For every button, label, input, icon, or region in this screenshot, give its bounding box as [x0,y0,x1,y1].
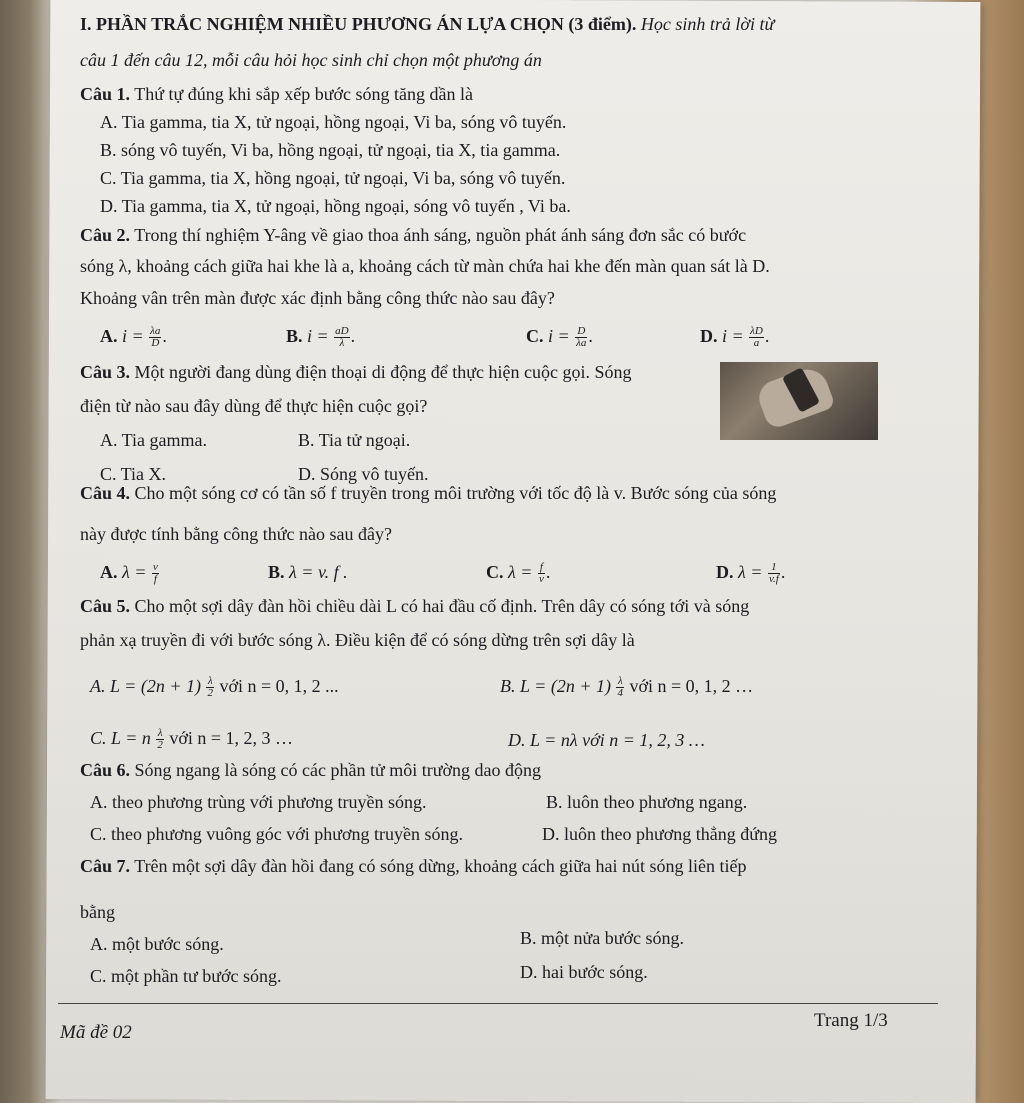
numerator: aD [335,325,349,338]
section-instructions-line2: câu 1 đến câu 12, mỗi câu hỏi học sinh chỉ chọn một phương án [80,50,542,70]
phone-call-photo [720,362,878,440]
question-4-line1: Cho một sóng cơ có tần số f truyền trong môi trường với tốc độ là v. Bước sóng của sóng [134,483,777,503]
q7-option-b: B. một nửa bước sóng. [520,928,685,948]
fraction [156,728,164,751]
question-5 [80,596,749,617]
question-1 [80,84,473,105]
formula-lhs: i = [548,326,570,346]
fraction [152,562,159,585]
formula-lhs: B. L = (2n + 1) [500,676,611,696]
q2-option-c [526,326,593,349]
q2-option-b [286,326,355,349]
option-letter: A. [100,326,118,346]
denominator: 4 [617,687,623,700]
denominator: a [753,337,760,350]
formula: λ = v. f . [289,562,348,582]
question-7 [80,856,746,877]
fraction [149,326,161,349]
denominator: f [153,573,157,586]
fraction [575,326,587,349]
q7-option-d: D. hai bước sóng. [520,962,648,982]
fraction [616,676,624,699]
question-1-text: Thứ tự đúng khi sắp xếp bước sóng tăng dần là [134,84,473,104]
question-7-line1: Trên một sợi dây đàn hồi đang có sóng dừng, khoảng cách giữa hai nút sóng liên tiếp [134,856,747,876]
question-3-line1: Một người đang dùng điện thoại di động để thực hiện cuộc gọi. Sóng [134,362,632,382]
q5-option-d: D. L = nλ với n = 1, 2, 3 … [508,730,705,750]
formula-tail: . [764,326,770,346]
numerator: D [575,326,587,338]
numerator: λa [150,325,161,338]
numerator: λ [207,675,213,688]
question-4-label: Câu 4. [80,483,131,503]
question-7-line2: bằng [80,902,115,922]
formula-lhs: C. L = n [90,728,151,748]
formula-condition: với n = 1, 2, 3 … [164,728,294,748]
fraction [206,676,214,699]
q3-option-b: B. Tia tử ngoại. [298,430,411,450]
numerator: v [152,561,158,574]
q2-option-d [700,326,769,349]
q6-option-c: C. theo phương vuông góc với phương truyền sóng. [90,824,464,844]
q7-option-a: A. một bước sóng. [90,934,224,954]
numerator: λ [157,727,163,740]
formula-condition: với n = 0, 1, 2 ... [214,676,339,696]
q3-option-d: D. Sóng vô tuyến. [298,464,429,484]
q6-option-d: D. luôn theo phương thẳng đứng [542,824,778,844]
question-3-label: Câu 3. [80,362,131,382]
footer-divider [58,1003,938,1004]
numerator: λ [617,675,623,688]
q2-option-a [100,326,167,349]
question-2-line2: sóng λ, khoảng cách giữa hai khe là a, khoảng cách từ màn chứa hai khe đến màn quan sát là D. [80,256,770,276]
formula-tail: . [588,326,593,346]
q6-option-b: B. luôn theo phương ngang. [546,792,748,812]
q4-option-b [268,562,348,583]
question-2 [80,225,746,246]
formula-tail: . [162,326,167,346]
q4-option-a [100,562,160,585]
question-1-label: Câu 1. [80,84,131,104]
question-2-line1: Trong thí nghiệm Y-âng về giao thoa ánh sáng, nguồn phát ánh sáng đơn sắc có bước [134,225,747,245]
option-letter: D. [716,562,734,582]
option-letter: D. [700,326,718,346]
denominator: D [151,337,160,350]
formula-condition: với n = 0, 1, 2 … [624,676,754,696]
question-6 [80,760,541,781]
numerator: λD [750,325,763,338]
denominator: 2 [207,687,213,700]
option-letter: B. [286,326,303,346]
option-letter: A. [100,562,118,582]
q7-option-c: C. một phần tư bước sóng. [90,966,282,986]
q1-option-a: A. Tia gamma, tia X, tử ngoại, hồng ngoại, Vi ba, sóng vô tuyến. [100,112,567,132]
denominator: λa [576,337,587,350]
question-3 [80,362,631,383]
question-6-label: Câu 6. [80,760,131,780]
section-title: I. PHẦN TRẮC NGHIỆM NHIỀU PHƯƠNG ÁN LỰA CHỌN (3 điểm). [80,14,637,34]
q5-option-c [90,728,293,751]
denominator: 2 [157,739,163,752]
exam-code: Mã đề 02 [60,1022,132,1043]
q5-option-a [90,676,339,699]
q1-option-c: C. Tia gamma, tia X, hồng ngoại, tử ngoại, Vi ba, sóng vô tuyến. [100,168,566,188]
question-4-line2: này được tính bằng công thức nào sau đây? [80,524,392,544]
question-7-label: Câu 7. [80,856,131,876]
formula-lhs: i = [122,326,144,346]
formula-lhs: λ = [122,562,147,582]
numerator: f [539,561,543,574]
question-4 [80,483,776,504]
q4-option-c [486,562,550,585]
denominator: v.f [768,573,779,586]
section-header [80,14,774,35]
q3-option-c: C. Tia X. [100,464,167,484]
q1-option-d: D. Tia gamma, tia X, tử ngoại, hồng ngoại, sóng vô tuyến , Vi ba. [100,196,571,216]
question-6-text: Sóng ngang là sóng có các phần tử môi trường dao động [134,760,541,780]
formula-tail: . [545,562,551,582]
question-5-line2: phản xạ truyền đi với bước sóng λ. Điều kiện để có sóng dừng trên sợi dây là [80,630,635,650]
option-letter: C. [526,326,544,346]
q3-option-a: A. Tia gamma. [100,430,208,450]
page-number: Trang 1/3 [814,1010,888,1031]
formula-tail: . [780,562,786,582]
fraction [334,326,349,349]
formula-lhs: i = [307,326,329,346]
q6-option-a: A. theo phương trùng với phương truyền sóng. [90,792,427,812]
formula-lhs: λ = [508,562,533,582]
formula-tail: . [350,326,356,346]
question-2-label: Câu 2. [80,225,131,245]
formula-lhs: i = [722,326,744,346]
question-5-label: Câu 5. [80,596,131,616]
fraction [749,326,764,349]
numerator: 1 [768,562,780,574]
section-instructions: Học sinh trả lời từ [640,14,775,34]
fraction [538,562,545,585]
question-2-line3: Khoảng vân trên màn được xác định bằng công thức nào sau đây? [80,288,555,308]
formula-lhs: λ = [738,562,763,582]
denominator: v [538,573,544,586]
option-letter: C. [486,562,504,582]
fraction [768,562,780,585]
q1-option-b: B. sóng vô tuyến, Vi ba, hồng ngoại, tử ngoại, tia X, tia gamma. [100,140,561,160]
denominator: λ [339,337,345,350]
question-5-line1: Cho một sợi dây đàn hồi chiều dài L có hai đầu cố định. Trên dây có sóng tới và sóng [134,596,750,616]
question-3-line2: điện từ nào sau đây dùng để thực hiện cuộc gọi? [80,396,428,416]
option-letter: B. [268,562,285,582]
formula-lhs: A. L = (2n + 1) [90,676,201,696]
q4-option-d [716,562,785,585]
q5-option-b [500,676,753,699]
